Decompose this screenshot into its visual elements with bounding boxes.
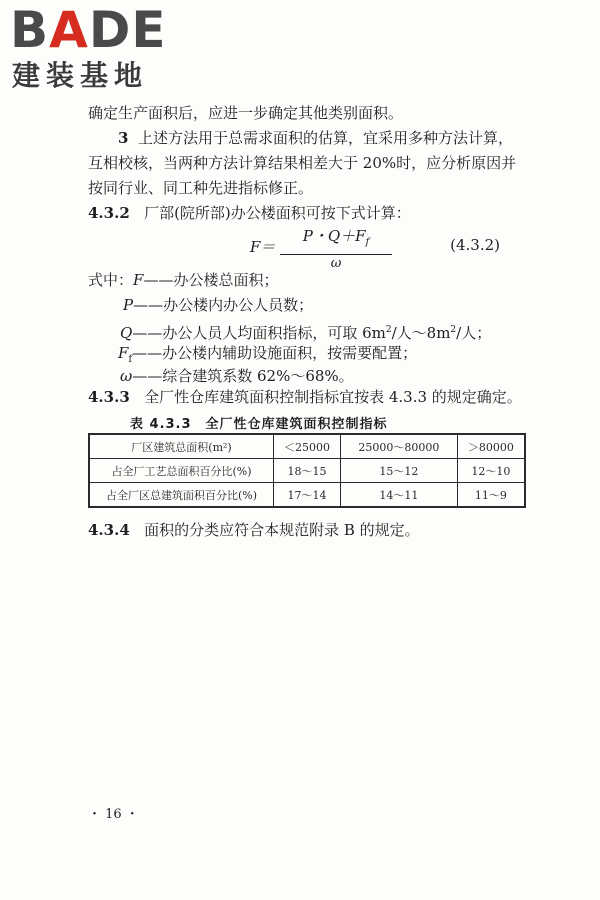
table-cell: 15～12	[340, 459, 457, 483]
definition-omega: ω——综合建筑系数 62%～68%。	[120, 367, 354, 385]
table-header-cell: 25000～80000	[340, 434, 457, 459]
paragraph-item-3: 3 上述方法用于总需求面积的估算，宜采用多种方法计算，	[118, 129, 513, 147]
logo-wordmark: BADE	[10, 1, 167, 59]
formula-fraction	[280, 226, 392, 272]
bade-logo	[10, 1, 175, 95]
table-cell: 18～15	[274, 459, 341, 483]
definition-Ff: $F_f——$办公楼内辅助设施面积，按需要配置；	[118, 344, 418, 365]
section-4-3-4: 4.3.4 面积的分类应符合本规范附录 B 的规定。	[88, 521, 420, 539]
fraction-bar	[280, 254, 392, 255]
table-cell: 占全厂工艺总面积百分比(%)	[89, 459, 274, 483]
table-row	[89, 459, 525, 483]
formula-lhs: F＝	[250, 238, 276, 256]
definition-P: P——办公楼内办公人员数；	[123, 296, 314, 314]
paragraph-text: 按同行业、同工种先进指标修正。	[88, 179, 314, 197]
logo-subtitle: 建装基地	[12, 59, 149, 92]
table-cell: 14～11	[340, 483, 457, 508]
table-caption: 表 4.3.3 全厂性仓库建筑面积控制指标	[130, 417, 388, 432]
table-header-cell: ＜25000	[274, 434, 341, 459]
formula-denominator: ω	[330, 256, 342, 271]
table-header-cell: 厂区建筑总面积(m²)	[89, 434, 274, 459]
table-cell: 17～14	[274, 483, 341, 508]
area-indicator-table	[88, 433, 526, 508]
paragraph-text: 确定生产面积后，应进一步确定其他类别面积。	[88, 104, 404, 122]
formula-numerator: P・$Q+F_f$	[302, 227, 370, 248]
table-cell: 12～10	[457, 459, 525, 483]
table-cell: 占全厂区总建筑面积百分比(%)	[89, 483, 274, 508]
section-4-3-3: 4.3.3 全厂性仓库建筑面积控制指标宜按表 4.3.3 的规定确定。	[88, 388, 522, 406]
equation-number: (4.3.2)	[450, 236, 500, 254]
table-cell: 11～9	[457, 483, 525, 508]
table-header-row	[89, 434, 525, 459]
definition-F: 式中：F——办公楼总面积；	[88, 271, 279, 289]
formula-4-3-2	[240, 226, 500, 271]
definition-Q: Q——办公人员人均面积指标，可取 $6m^2/$人$\sim 8m^2/$人；	[120, 324, 492, 342]
paragraph-text: 互相校核，当两种方法计算结果相差大于 20%时，应分析原因并	[88, 154, 517, 172]
section-4-3-2: 4.3.2 厂部(院所部)办公楼面积可按下式计算：	[88, 204, 411, 222]
page-number: ・ 16 ・	[88, 807, 139, 822]
table-row	[89, 483, 525, 508]
table-header-cell: ＞80000	[457, 434, 525, 459]
